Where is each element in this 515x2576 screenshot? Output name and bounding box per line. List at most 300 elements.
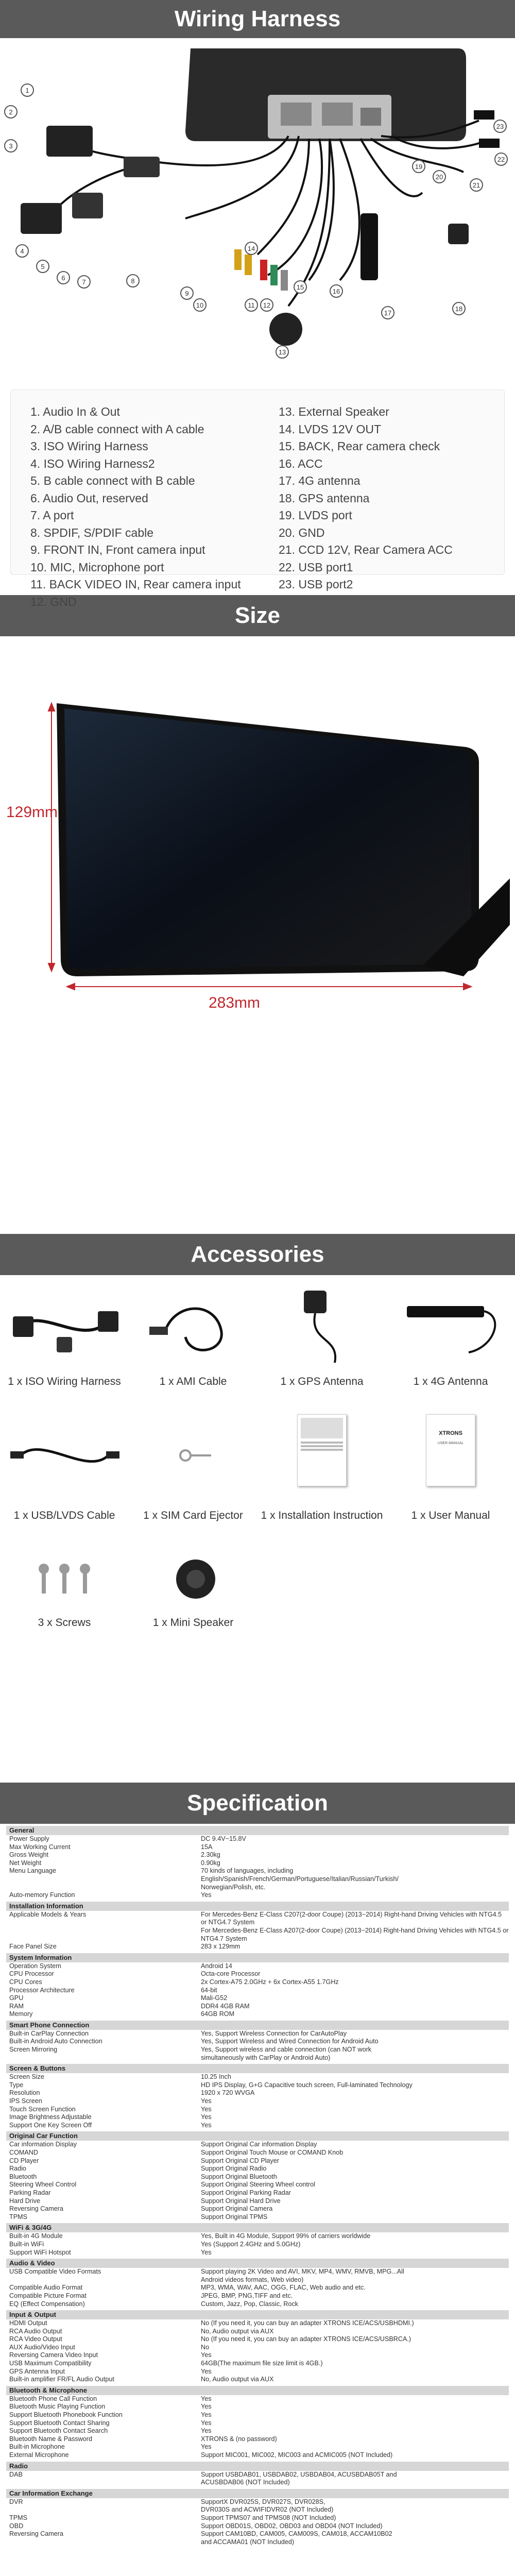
callout-22: 22	[494, 152, 508, 166]
callout-15: 15	[294, 280, 307, 294]
spec-key: USB Compatible Video Formats	[9, 2268, 101, 2276]
spec-row	[6, 2010, 509, 2019]
usb-port-1	[474, 110, 494, 120]
spec-key: External Microphone	[9, 2451, 69, 2459]
spec-key: Compatible Audio Format	[9, 2284, 83, 2292]
spec-row	[6, 2097, 509, 2106]
spec-row	[6, 2089, 509, 2097]
spec-row	[6, 2046, 509, 2062]
usb-port-2	[479, 139, 500, 148]
spec-row	[6, 2081, 509, 2090]
spec-value: Support Original Touch Mouse or COMAND Knob	[201, 2149, 344, 2156]
callout-5: 5	[36, 260, 49, 273]
callout-13: 13	[276, 345, 289, 359]
spec-row	[6, 2498, 509, 2514]
spec-key: Bluetooth Music Playing Function	[9, 2403, 106, 2411]
iso-connector-2	[21, 203, 62, 234]
spec-value: Yes	[201, 2113, 212, 2121]
spec-row	[6, 2403, 509, 2411]
spec-row	[6, 2181, 509, 2189]
accessories-title: Accessories	[0, 1234, 515, 1275]
spec-value: Support USBDAB01, USBDAB02, USBDAB04, ACUSBDAB05T and ACUSBDAB06 (NOT Included)	[201, 2470, 397, 2486]
screws-image	[0, 1548, 129, 1610]
spec-value: Yes	[201, 2403, 212, 2411]
spec-row	[6, 2241, 509, 2249]
spec-value: For Mercedes-Benz E-Class C207(2-door Coupe) (2013~2014) Right-hand Driving Vehicles with NTG4.5 or NTG4.7 System For Mercedes-Benz E-Class A207(2-door Coupe) (2013~2014) Right-hand Driving Vehicles with NTG4.5 or NTG4.7 System	[201, 1910, 509, 1942]
spec-row	[6, 2038, 509, 2046]
wiring-legend-item: 18. GPS antenna	[279, 491, 370, 505]
spec-value: Yes	[201, 2097, 212, 2105]
spec-key: Support WiFi Hotspot	[9, 2248, 71, 2256]
manual-brand: XTRONS	[439, 1430, 462, 1436]
rca-yellow	[234, 249, 242, 270]
spec-value: 10.25 Inch	[201, 2073, 231, 2081]
spec-key: Hard Drive	[9, 2197, 41, 2205]
spec-key: Built-in Android Auto Connection	[9, 2038, 102, 2045]
spec-row	[6, 2205, 509, 2213]
accessory-label-8: 1 x User Manual	[411, 1510, 490, 1521]
spec-row	[6, 1978, 509, 1987]
spec-row	[6, 2300, 509, 2309]
spec-value: No, Audio output via AUX	[201, 2376, 274, 2383]
wiring-legend-item: 19. LVDS port	[279, 509, 352, 522]
spec-value: 70 kinds of languages, including English/Spanish/French/German/Portuguese/Italian/Russian/Turkish/ Norwegian/Polish, etc.	[201, 1867, 399, 1891]
spec-value: Yes	[201, 1891, 212, 1899]
wiring-harness-title: Wiring Harness	[0, 0, 515, 38]
spec-value: Yes, Support Wireless and Wired Connection for Android Auto	[201, 2038, 379, 2045]
callout-23: 23	[493, 120, 507, 133]
spec-value: Support playing 2K Video and AVI, MKV, MP4, WMV, RMVB, MPG...All Android videos formats, Web video)	[201, 2268, 404, 2283]
spec-row	[6, 2003, 509, 2011]
spec-section-header: Audio & Video	[6, 2259, 509, 2268]
wiring-legend-item: 3. ISO Wiring Harness	[30, 439, 148, 453]
spec-row	[6, 2328, 509, 2336]
spec-key: Net Weight	[9, 1859, 42, 1867]
spec-row	[6, 2030, 509, 2038]
wiring-legend-item: 17. 4G antenna	[279, 474, 360, 487]
installation-instruction-image	[258, 1414, 386, 1492]
spec-value: Yes (Support 2.4GHz and 5.0GHz)	[201, 2240, 301, 2248]
accessory-label-6: 1 x SIM Card Ejector	[143, 1510, 243, 1521]
wiring-legend-item: 20. GND	[279, 526, 325, 539]
spec-key: Support Bluetooth Phonebook Function	[9, 2411, 123, 2419]
spec-row	[6, 2249, 509, 2257]
user-manual-image	[386, 1414, 515, 1492]
spec-value: 64-bit	[201, 1986, 217, 1994]
spec-key: Radio	[9, 2165, 26, 2173]
spec-value: Support Original Steering Wheel control	[201, 2181, 315, 2189]
spec-key: RAM	[9, 2002, 24, 2010]
spec-value: Mali-G52	[201, 1994, 228, 2002]
spec-key: CPU Cores	[9, 1978, 42, 1986]
spec-key: Memory	[9, 2010, 33, 2018]
spec-key: Power Supply	[9, 1835, 49, 1842]
spec-key: Support One Key Screen Off	[9, 2121, 92, 2129]
wiring-legend-item: 1. Audio In & Out	[30, 405, 120, 418]
spec-section-header: System Information	[6, 1953, 509, 1962]
specification-title: Specification	[0, 1783, 515, 1824]
gps-antenna	[448, 224, 469, 244]
spec-section-header: Smart Phone Connection	[6, 2021, 509, 2030]
wiring-legend-item: 23. USB port2	[279, 578, 353, 591]
spec-value: Yes	[201, 2419, 212, 2427]
callout-1: 1	[21, 83, 34, 97]
spec-key: TPMS	[9, 2213, 27, 2221]
spec-value: Support CAM10BD, CAM005, CAM009S, CAM018, ACCAM10B02 and ACCAMA01 (NOT Included)	[201, 2530, 392, 2546]
height-dimension: 129mm	[6, 804, 58, 821]
wiring-legend	[10, 389, 505, 608]
spec-key: Type	[9, 2081, 24, 2089]
mini-speaker-image	[129, 1548, 258, 1610]
spec-key: CD Player	[9, 2157, 39, 2164]
spec-key: Image Brightness Adjustable	[9, 2113, 92, 2121]
spec-value: Yes	[201, 2351, 212, 2359]
spec-value: Support Original TPMS	[201, 2213, 268, 2221]
head-unit-front	[57, 703, 510, 976]
spec-key: Screen Size	[9, 2073, 44, 2081]
accessory-label-1: 1 x ISO Wiring Harness	[8, 1376, 121, 1387]
spec-value: Octa-core Processor	[201, 1970, 261, 1978]
wiring-legend-item: 10. MIC, Microphone port	[30, 560, 164, 574]
spec-row	[6, 2106, 509, 2114]
spec-row	[6, 2395, 509, 2403]
4g-antenna	[360, 213, 378, 280]
spec-row	[6, 2141, 509, 2149]
callout-16: 16	[330, 284, 343, 298]
callout-11: 11	[245, 298, 258, 312]
wiring-legend-item: 13. External Speaker	[279, 405, 389, 418]
spec-row	[6, 1994, 509, 2003]
spec-row	[6, 2360, 509, 2368]
spec-key: USB Maximum Compatibility	[9, 2360, 92, 2367]
accessory-label-5: 1 x USB/LVDS Cable	[13, 1510, 115, 1521]
rca-red	[260, 260, 267, 280]
spec-value: XTRONS & (no password)	[201, 2435, 277, 2443]
spec-value: No (If you need it, you can buy an adapter XTRONS ICE/ACS/USBRCA.)	[201, 2335, 411, 2343]
accessory-label-7: 1 x Installation Instruction	[261, 1510, 383, 1521]
spec-value: HD IPS Display, G+G Capacitive touch screen, Full-laminated Technology	[201, 2081, 413, 2089]
spec-value: 0.90kg	[201, 1859, 220, 1867]
spec-key: AUX Audio/Video Input	[9, 2343, 75, 2351]
spec-key: GPS Antenna Input	[9, 2367, 65, 2375]
4g-antenna-image	[386, 1275, 515, 1373]
spec-section-header: Screen & Buttons	[6, 2064, 509, 2073]
spec-key: Touch Screen Function	[9, 2105, 76, 2113]
spec-section-header: Bluetooth & Microphone	[6, 2386, 509, 2395]
spec-value: DDR4 4GB RAM	[201, 2002, 250, 2010]
spec-key: Applicable Models & Years	[9, 1910, 87, 1918]
spec-row	[6, 1867, 509, 1891]
iso-harness-image	[0, 1275, 129, 1373]
wiring-legend-item: 15. BACK, Rear camera check	[279, 439, 440, 453]
spec-key: Screen Mirroring	[9, 2046, 58, 2054]
wiring-legend-left	[30, 403, 241, 611]
spec-key: HDMI Output	[9, 2319, 47, 2327]
spec-row	[6, 2514, 509, 2522]
size-diagram	[0, 636, 515, 1234]
spec-row	[6, 1970, 509, 1978]
callout-8: 8	[126, 274, 140, 287]
spec-value: Support MIC001, MIC002, MIC003 and ACMIC005 (NOT Included)	[201, 2451, 393, 2459]
spec-value: 2.30kg	[201, 1851, 220, 1859]
wiring-legend-item: 21. CCD 12V, Rear Camera ACC	[279, 543, 453, 556]
spec-key: EQ (Effect Compensation)	[9, 2300, 85, 2308]
spec-value: DC 9.4V~15.8V	[201, 1835, 246, 1842]
spec-row	[6, 2165, 509, 2173]
spec-value: Yes	[201, 2105, 212, 2113]
spec-row	[6, 1911, 509, 1943]
spec-row	[6, 2268, 509, 2284]
sim-ejector-image	[129, 1414, 258, 1492]
spec-value: Yes, Built in 4G Module, Support 99% of carriers worldwide	[201, 2232, 371, 2240]
spec-key: Gross Weight	[9, 1851, 49, 1859]
spec-key: Built-in WiFi	[9, 2240, 44, 2248]
spec-key: TPMS	[9, 2514, 27, 2521]
spec-row	[6, 2197, 509, 2206]
spec-key: Auto-memory Function	[9, 1891, 75, 1899]
spec-row	[6, 1835, 509, 1843]
spec-key: Built-in CarPlay Connection	[9, 2029, 89, 2037]
wiring-legend-item: 5. B cable connect with B cable	[30, 474, 195, 487]
spec-key: Bluetooth Name & Password	[9, 2435, 93, 2443]
spec-key: Parking Radar	[9, 2189, 51, 2196]
spec-key: Menu Language	[9, 1867, 57, 1875]
accessory-label-10: 1 x Mini Speaker	[152, 1617, 234, 1629]
spec-value: Yes	[201, 2367, 212, 2375]
accessory-label-9: 3 x Screws	[38, 1617, 91, 1629]
spec-key: OBD	[9, 2522, 24, 2530]
spec-row	[6, 2073, 509, 2081]
callout-6: 6	[57, 271, 70, 284]
ami-cable-image	[129, 1275, 258, 1373]
spec-row	[6, 2213, 509, 2222]
callout-18: 18	[452, 302, 466, 315]
spec-key: IPS Screen	[9, 2097, 42, 2105]
size-section	[0, 636, 515, 1234]
spec-key: Operation System	[9, 1962, 61, 1970]
spec-section-header: Radio	[6, 2462, 509, 2471]
spec-key: COMAND	[9, 2149, 38, 2156]
callout-3: 3	[4, 139, 18, 152]
spec-key: GPU	[9, 1994, 24, 2002]
spec-row	[6, 2232, 509, 2241]
callout-21: 21	[470, 178, 483, 192]
spec-key: DVR	[9, 2498, 23, 2505]
ab-cable-connector	[124, 157, 160, 177]
iso-connector-1	[46, 126, 93, 157]
spec-section-header: Installation Information	[6, 1902, 509, 1911]
callout-2: 2	[4, 105, 18, 118]
spec-section-header: Car Information Exchange	[6, 2489, 509, 2498]
callout-9: 9	[180, 286, 194, 300]
spec-value: Support TPMS07 and TPMS08 (NOT Included)	[201, 2514, 336, 2521]
spec-row	[6, 2284, 509, 2292]
callout-17: 17	[381, 306, 394, 319]
spec-section-header: General	[6, 1826, 509, 1835]
spec-row	[6, 1859, 509, 1868]
spec-value: Support Original CD Player	[201, 2157, 279, 2164]
spec-value: 283 x 129mm	[201, 1943, 241, 1951]
wiring-harness-diagram	[0, 38, 515, 383]
wiring-harness-image	[0, 38, 515, 383]
spec-section-header: Original Car Function	[6, 2131, 509, 2141]
rca-green	[270, 265, 278, 285]
wiring-legend-item: 7. A port	[30, 509, 74, 522]
spec-key: Steering Wheel Control	[9, 2181, 77, 2189]
manual-title: USER MANUAL	[437, 1442, 464, 1445]
spec-row	[6, 2157, 509, 2165]
spec-value: Support Original Radio	[201, 2165, 267, 2173]
spec-value: 1920 x 720 WVGA	[201, 2089, 255, 2097]
wiring-legend-item: 16. ACC	[279, 456, 323, 470]
size-title: Size	[0, 595, 515, 636]
spec-value: Custom, Jazz, Pop, Classic, Rock	[201, 2300, 298, 2308]
callout-20: 20	[433, 170, 446, 183]
wiring-legend-item: 9. FRONT IN, Front camera input	[30, 543, 205, 556]
spec-key: Support Bluetooth Contact Search	[9, 2427, 108, 2435]
spec-value: Yes	[201, 2411, 212, 2419]
callout-19: 19	[412, 160, 425, 173]
spec-value: Yes	[201, 2248, 212, 2256]
accessory-label-4: 1 x 4G Antenna	[413, 1376, 488, 1387]
spec-row	[6, 2435, 509, 2444]
spec-value: Support Original Bluetooth	[201, 2173, 277, 2180]
spec-row	[6, 2443, 509, 2451]
spec-value: No, Audio output via AUX	[201, 2327, 274, 2335]
spec-key: Built-in Microphone	[9, 2443, 65, 2451]
spec-row	[6, 2113, 509, 2122]
spec-value: Android 14	[201, 1962, 232, 1970]
spec-row	[6, 1843, 509, 1852]
spec-row	[6, 2173, 509, 2181]
spec-value: JPEG, BMP, PNG,TIFF and etc.	[201, 2292, 293, 2299]
wiring-legend-right	[279, 403, 453, 594]
wiring-legend-item: 12. GND	[30, 595, 77, 608]
wiring-legend-item: 14. LVDS 12V OUT	[279, 422, 381, 436]
spec-key: Bluetooth Phone Call Function	[9, 2395, 97, 2402]
spec-row	[6, 2368, 509, 2376]
accessory-label-2: 1 x AMI Cable	[159, 1376, 227, 1387]
callout-12: 12	[260, 298, 273, 312]
spec-value: Yes	[201, 2395, 212, 2402]
spec-value: Support Original Camera	[201, 2205, 273, 2213]
callout-10: 10	[193, 298, 207, 312]
spec-key: Max Working Current	[9, 1843, 71, 1851]
spec-section-header: WiFi & 3G/4G	[6, 2223, 509, 2232]
wiring-legend-item: 22. USB port1	[279, 560, 353, 574]
head-unit-back	[185, 48, 466, 141]
rca-grey	[281, 270, 288, 291]
accessory-label-3: 1 x GPS Antenna	[280, 1376, 364, 1387]
spec-value: 64GB(The maximum file size limit is 4GB.)	[201, 2360, 323, 2367]
spec-value: No	[201, 2343, 210, 2351]
iso-connector-3	[72, 193, 103, 218]
spec-value: 64GB ROM	[201, 2010, 235, 2018]
spec-row	[6, 2471, 509, 2487]
spec-row	[6, 2427, 509, 2435]
spec-value: No (If you need it, you can buy an adapter XTRONS ICE/ACS/USBHDMI.)	[201, 2319, 414, 2327]
spec-value: Yes, Support wireless and cable connection (can NOT work simultaneously with CarPlay or Android Auto)	[201, 2046, 372, 2061]
spec-row	[6, 1962, 509, 1971]
spec-row	[6, 2189, 509, 2197]
spec-row	[6, 2344, 509, 2352]
spec-key: Car information Display	[9, 2141, 77, 2148]
spec-row	[6, 1943, 509, 1951]
spec-row	[6, 2335, 509, 2344]
gps-antenna-image	[258, 1275, 386, 1373]
spec-key: Processor Architecture	[9, 1986, 75, 1994]
spec-key: Reversing Camera Video Input	[9, 2351, 98, 2359]
spec-section-header: Input & Output	[6, 2310, 509, 2319]
spec-value: MP3, WMA, WAV, AAC, OGG, FLAC, Web audio and etc.	[201, 2284, 366, 2292]
callout-7: 7	[77, 275, 91, 289]
wiring-legend-item: 4. ISO Wiring Harness2	[30, 456, 155, 470]
spec-key: Compatible Picture Format	[9, 2292, 87, 2299]
spec-key: CPU Processor	[9, 1970, 54, 1978]
spec-value: Support OBD01S, OBD02, OBD03 and OBD04 (NOT Included)	[201, 2522, 383, 2530]
spec-value: Yes	[201, 2427, 212, 2435]
spec-row	[6, 1891, 509, 1900]
spec-value: Support Original Car information Display	[201, 2141, 317, 2148]
spec-row	[6, 2319, 509, 2328]
spec-value: Support Original Hard Drive	[201, 2197, 281, 2205]
spec-row	[6, 2419, 509, 2428]
callout-4: 4	[15, 244, 29, 258]
spec-key: Built-in 4G Module	[9, 2232, 63, 2240]
spec-row	[6, 1987, 509, 1995]
external-speaker	[269, 313, 302, 346]
spec-value: Yes, Support Wireless Connection for CarAutoPlay	[201, 2029, 347, 2037]
spec-key: RCA Audio Output	[9, 2327, 62, 2335]
accessories-section	[0, 1275, 515, 1783]
spec-value: 15A	[201, 1843, 213, 1851]
spec-value: Yes	[201, 2121, 212, 2129]
spec-value: Yes	[201, 2443, 212, 2451]
spec-row	[6, 2530, 509, 2546]
spec-row	[6, 2522, 509, 2531]
spec-value: SupportX DVR025S, DVR027S, DVR028S, DVR030S and ACWIFIDVR02 (NOT Included)	[201, 2498, 334, 2514]
spec-row	[6, 2411, 509, 2419]
spec-key: Resolution	[9, 2089, 40, 2097]
rca-yellow-2	[245, 255, 252, 275]
spec-key: RCA Video Output	[9, 2335, 62, 2343]
wiring-legend-item: 2. A/B cable connect with A cable	[30, 422, 204, 436]
spec-key: Support Bluetooth Contact Sharing	[9, 2419, 110, 2427]
spec-row	[6, 2292, 509, 2300]
spec-key: Reversing Camera	[9, 2530, 63, 2538]
wiring-legend-item: 11. BACK VIDEO IN, Rear camera input	[30, 578, 241, 591]
spec-row	[6, 2122, 509, 2130]
wiring-legend-item: 8. SPDIF, S/PDIF cable	[30, 526, 154, 539]
spec-row	[6, 2149, 509, 2157]
spec-row	[6, 2351, 509, 2360]
spec-row	[6, 1851, 509, 1859]
spec-value: Support Original Parking Radar	[201, 2189, 291, 2196]
wiring-legend-item: 6. Audio Out, reserved	[30, 491, 148, 505]
spec-key: DAB	[9, 2470, 23, 2478]
spec-row	[6, 2451, 509, 2460]
usb-lvds-cable-image	[0, 1414, 129, 1492]
width-dimension: 283mm	[209, 994, 261, 1011]
spec-value: 2x Cortex-A75 2.0GHz + 6x Cortex-A55 1.7GHz	[201, 1978, 339, 1986]
spec-row	[6, 2376, 509, 2384]
specification-table	[6, 1824, 509, 2546]
spec-key: Reversing Camera	[9, 2205, 63, 2213]
spec-key: Built-in amplifier FR/FL Audio Output	[9, 2376, 114, 2383]
spec-key: Bluetooth	[9, 2173, 37, 2180]
callout-14: 14	[245, 242, 258, 255]
spec-key: Face Panel Size	[9, 1943, 57, 1951]
